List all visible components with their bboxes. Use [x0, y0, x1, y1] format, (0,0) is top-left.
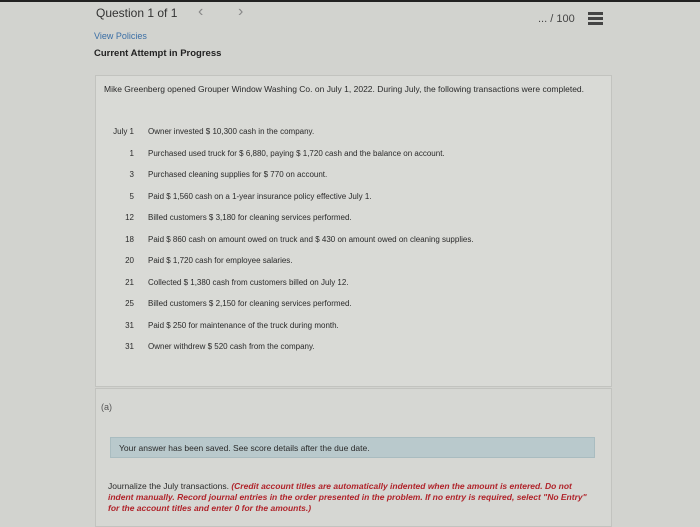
view-policies-link[interactable]: View Policies: [94, 31, 147, 41]
question-intro: Mike Greenberg opened Grouper Window Washing Co. on July 1, 2022. During July, the following transactions were completed.: [104, 84, 585, 94]
chevron-left-icon[interactable]: ‹: [198, 3, 204, 20]
transaction-row: [0, 126, 600, 138]
transaction-day: 31: [125, 342, 134, 351]
chevron-right-icon[interactable]: ›: [238, 3, 244, 20]
transaction-day: 21: [125, 277, 134, 287]
transaction-day: 20: [125, 256, 134, 265]
transaction-day: 25: [125, 299, 134, 308]
instruction-note: (Credit account titles are automatically indented when the amount is entered. Do not indent manually. Record journal entries in the order presented in the problem. If no entry is required, select "No Entry" for the account titles and enter 0 for the amounts.): [108, 481, 587, 513]
transaction-day: 18: [125, 234, 134, 244]
transaction-desc: Purchased cleaning supplies for $ 770 on account.: [148, 170, 328, 179]
score: ... / 100: [538, 13, 575, 25]
attempt-status: Current Attempt in Progress: [94, 48, 222, 59]
transaction-desc: Collected $ 1,380 cash from customers billed on July 12.: [148, 277, 349, 287]
transaction-desc: Billed customers $ 2,150 for cleaning services performed.: [148, 299, 352, 308]
transaction-day: 31: [125, 320, 134, 330]
transaction-day: 5: [129, 191, 134, 201]
transaction-row: [0, 298, 600, 310]
transaction-row: [0, 341, 600, 353]
transaction-desc: Owner invested $ 10,300 cash in the company.: [148, 127, 315, 136]
transaction-desc: Billed customers $ 3,180 for cleaning services performed.: [148, 213, 352, 222]
transaction-day: 12: [125, 213, 134, 222]
transaction-row: [0, 148, 600, 160]
numbered-list-icon[interactable]: [583, 10, 603, 28]
transaction-row: [0, 169, 600, 181]
transaction-row: [0, 320, 600, 332]
transaction-desc: Paid $ 1,720 cash for employee salaries.: [148, 256, 293, 265]
transaction-desc: Paid $ 1,560 cash on a 1-year insurance policy effective July 1.: [148, 191, 372, 201]
transaction-row: [0, 191, 600, 203]
transaction-row: [0, 212, 600, 224]
transaction-day: July 1: [113, 127, 134, 136]
instructions: [108, 481, 598, 514]
transaction-row: [0, 234, 600, 246]
transaction-day: 3: [129, 170, 134, 179]
transaction-day: 1: [129, 148, 134, 158]
part-a-label: (a): [101, 402, 112, 412]
transaction-row: [0, 255, 600, 267]
transaction-desc: Paid $ 860 cash on amount owed on truck and $ 430 on amount owed on cleaning supplies.: [148, 234, 474, 244]
transaction-desc: Purchased used truck for $ 6,880, paying $ 1,720 cash and the balance on account.: [148, 148, 445, 158]
question-number: Question 1 of 1: [96, 6, 178, 20]
transaction-desc: Owner withdrew $ 520 cash from the company.: [148, 342, 315, 351]
saved-banner: Your answer has been saved. See score details after the due date.: [110, 437, 595, 458]
transaction-desc: Paid $ 250 for maintenance of the truck during month.: [148, 320, 339, 330]
instruction-text: Journalize the July transactions.: [108, 481, 229, 491]
top-bar: [0, 0, 700, 2]
transaction-row: [0, 277, 600, 289]
